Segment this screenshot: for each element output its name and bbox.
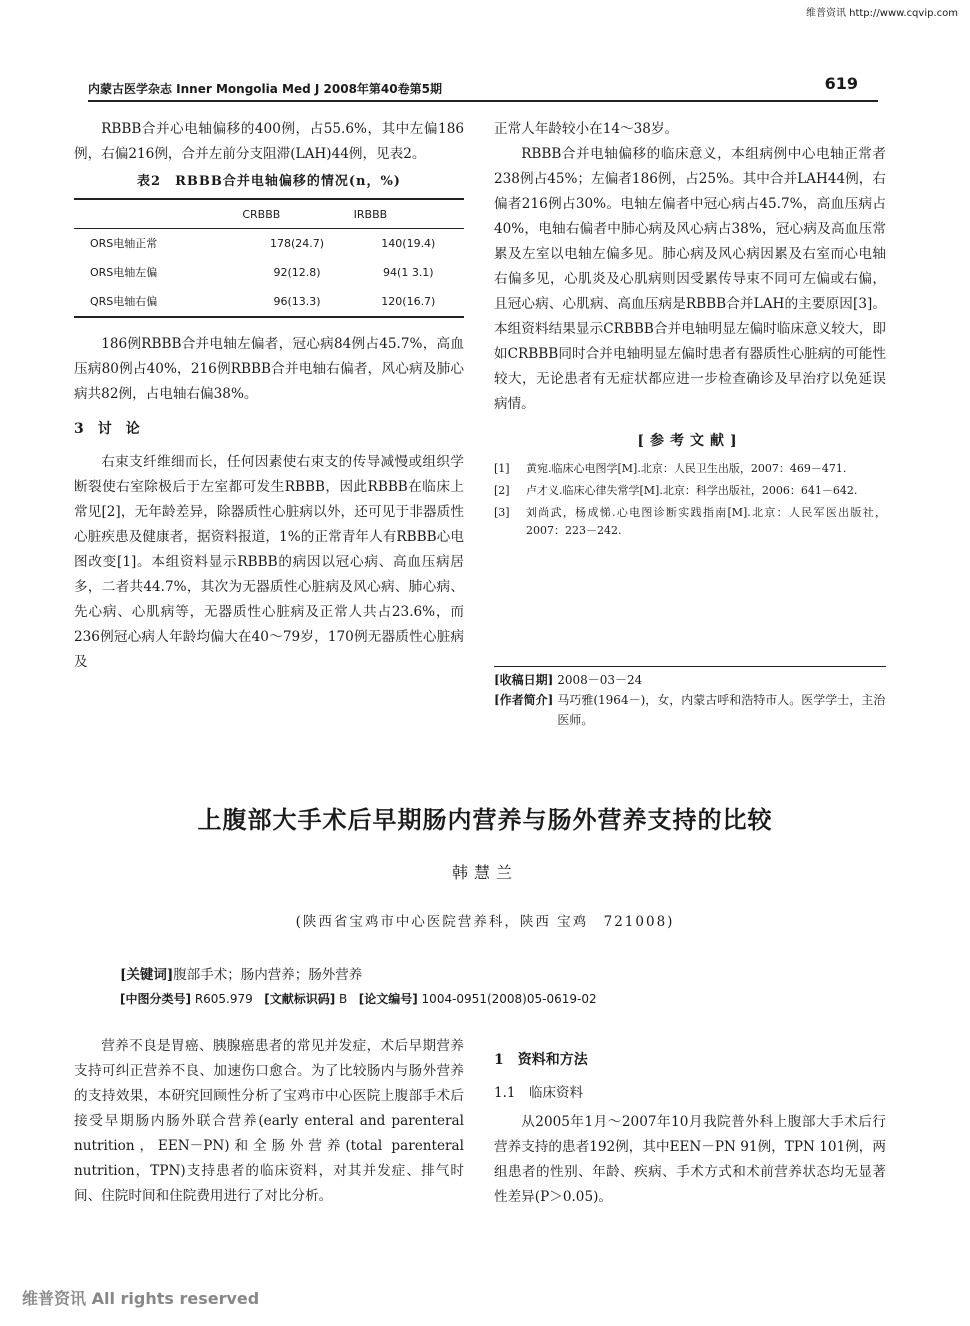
doc-code-value: B [339,992,348,1006]
left-column [74,117,464,675]
watermark-top: 维普资讯 http://www.cqvip.com [805,8,958,19]
keywords-label: [关键词] [120,967,174,983]
author-bio-text: 马巧雅(1964－)，女，内蒙古呼和浩特市人。医学学士，主治医师。 [557,693,886,727]
article-author: 韩慧兰 [451,863,518,882]
section-heading: 1 资料和方法 [494,1052,588,1068]
running-header [88,74,878,102]
clc-label: [中图分类号] [120,992,191,1006]
author-bio [494,690,886,730]
table-row [74,258,464,287]
table-header-cell: CRBBB [241,199,352,229]
divider-rule [494,666,886,667]
doc-code-label: [文献标识码] [264,992,336,1006]
received-value: 2008－03－24 [557,673,643,687]
table-row [74,287,464,317]
table-cell: QRS电轴右偏 [74,287,241,317]
journal-name: 内蒙古医学杂志 Inner Mongolia Med J 2008年第40卷第5期 [88,82,442,96]
subsection-heading: 1.1 临床资料 [494,1085,583,1101]
reference-item [494,460,886,478]
reference-number: [1] [494,462,510,475]
article-affiliation: (陕西省宝鸡市中心医院营养科，陕西 宝鸡 721008) [295,914,675,930]
data-table [74,198,464,318]
section-heading: 3 讨 论 [74,421,140,437]
right-column [494,117,886,544]
article-title: 上腹部大手术后早期肠内营养与肠外营养支持的比较 [197,805,773,834]
table-header-cell [74,199,241,229]
article2-left-column [74,1034,464,1209]
author-bio-label: [作者简介] [494,693,554,707]
reference-text: 卢才义.临床心律失常学[M].北京：科学出版社，2006：641－642. [526,484,858,497]
article-meta [494,670,886,730]
paragraph: 营养不良是胃癌、胰腺癌患者的常见并发症，术后早期营养支持可纠正营养不良、加速伤口愈合。为了比较肠内与肠外营养的支持效果，本研究回顾性分析了宝鸡市中心医院上腹部手术后接受早期肠内肠外联合营养(early enteral and parenteral nutrition，EEN－PN)和全肠外营养(total parenteral nutrition，TPN)支持患者的临床资料，对其并发症、排气时间、住院时间和住院费用进行了对比分析。 [74,1038,464,1204]
table-cell: 120(16.7) [353,287,464,317]
watermark-bottom: 维普资讯 All rights reserved [22,1289,260,1308]
paragraph: 右束支纤维细而长，任何因素使右束支的传导减慢或组织学断裂使右室除极后于左室都可发生RBBB，因此RBBB在临床上常见[2]，无年龄差异，除器质性心脏病以外，还可见于非器质性心脏疾患及健康者，据资料报道，1%的正常青年人有RBBB心电图改变[1]。本组资料显示RBBB的病因以冠心病、高血压病居多，二者共44.7%，其次为无器质性心脏病及风心病、肺心病、先心病、心肌病等，无器质性心脏病及正常人共占23.6%，而236例冠心病人年龄均偏大在40～79岁，170例无器质性心脏病及 [74,454,464,670]
received-date [494,670,886,690]
table-cell: ORS电轴正常 [90,237,158,250]
references-heading: [参考文献] [637,433,743,449]
classification-line [120,990,597,1007]
paragraph: RBBB合并电轴偏移的临床意义，本组病例中心电轴正常者238例占45%；左偏者186例，占25%。其中合并LAH44例，右偏者216例占30%。电轴左偏者中冠心病占45.7%，高血压病占40%，电轴右偏者中肺心病及风心病占38%，冠心病及高血压常累及左室以电轴左偏多见。肺心病及风心病因累及右室而心电轴右偏多见，心肌炎及心肌病则因受累传导束不同可左偏或右偏，且冠心病、心肌病、高血压病是RBBB合并LAH的主要原因[3]。本组资料结果显示CRBBB合并电轴明显左偏时临床意义较大，即如CRBBB同时合并电轴明显左偏时患者有器质性心脏病的可能性较大，无论患者有无症状都应进一步检查确诊及早治疗以免延误病情。 [494,146,886,412]
reference-number: [3] [494,506,510,519]
article-id-value: 1004-0951(2008)05-0619-02 [421,992,597,1006]
table-cell: 94(1 3.1) [383,266,434,279]
article2-right-column [494,1048,886,1210]
reference-item [494,504,886,540]
paragraph: 正常人年龄较小在14～38岁。 [494,121,679,137]
reference-number: [2] [494,484,510,497]
paragraph: RBBB合并心电轴偏移的400例，占55.6%，其中左偏186例，右偏216例，合并左前分支阻滞(LAH)44例，见表2。 [74,121,464,162]
paragraph: 186例RBBB合并电轴左偏者，冠心病84例占45.7%，高血压病80例占40%，216例RBBB合并电轴右偏者，风心病及肺心病共82例，占电轴右偏38%。 [74,336,464,402]
reference-text: 黄宛.临床心电图学[M].北京：人民卫生出版，2007：469－471. [526,462,847,475]
table-row [74,229,464,259]
received-label: [收稿日期] [494,673,554,687]
clc-value: R605.979 [194,992,253,1006]
table-cell: ORS电轴左偏 [90,266,158,279]
table-cell: 92(12.8) [273,266,321,279]
table-cell: 140(19.4) [381,237,436,250]
reference-item [494,482,886,500]
article-id-label: [论文编号] [358,992,418,1006]
page-number: 619 [824,74,858,93]
keywords-value: 腹部手术；肠内营养；肠外营养 [173,967,363,983]
table-cell: 178(24.7) [269,237,325,250]
table-caption: 表2 RBBB合并电轴偏移的情况(n，%) [137,174,401,189]
paragraph: 从2005年1月～2007年10月我院普外科上腹部大手术后行营养支持的患者192例，其中EEN－PN 91例，TPN 101例，两组患者的性别、年龄、疾病、手术方式和术前营养状态均无显著性差异(P＞0.05)。 [494,1114,886,1205]
table-cell: 96(13.3) [241,287,352,317]
table-header-cell: IRBBB [353,199,464,229]
keywords-line [120,963,362,983]
reference-text: 刘尚武，杨成悌.心电图诊断实践指南[M].北京：人民军医出版社，2007：223－242. [526,506,886,537]
